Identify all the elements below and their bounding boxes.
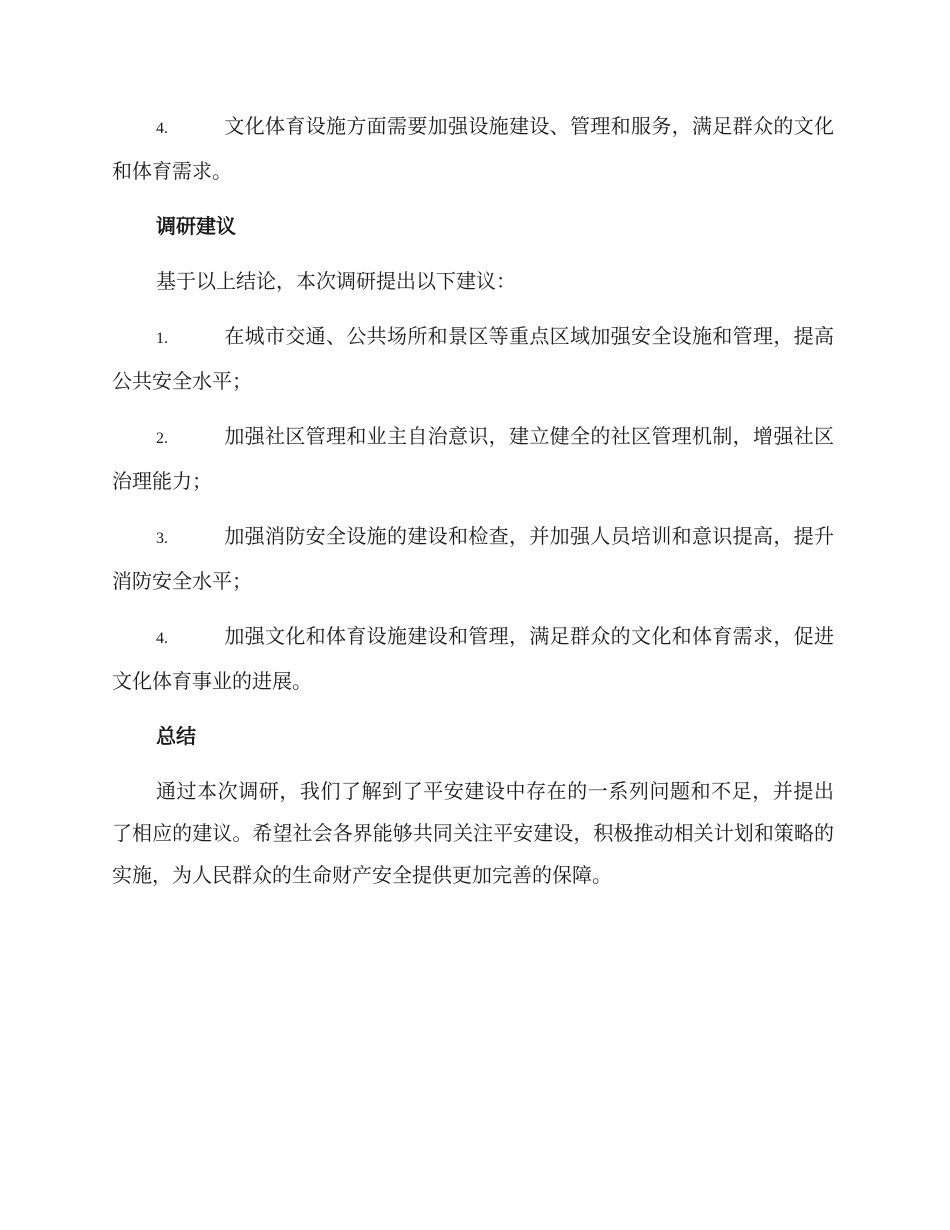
list-number: 2. <box>156 430 168 447</box>
list-number: 3. <box>156 530 168 547</box>
suggestion-item-3 <box>112 515 834 602</box>
list-text: 在城市交通、公共场所和景区等重点区域加强安全设施和管理，提高公共安全水平； <box>112 324 834 393</box>
suggestions-intro: 基于以上结论，本次调研提出以下建议： <box>156 269 516 293</box>
summary-paragraph: 通过本次调研，我们了解到了平安建设中存在的一系列问题和不足，并提出了相应的建议。希望社会各界能够共同关注平安建设，积极推动相关计划和策略的实施，为人民群众的生命财产安全提供更加完善的保障。 <box>112 779 834 887</box>
suggestion-item-2 <box>112 415 834 502</box>
list-text: 加强文化和体育设施建设和管理，满足群众的文化和体育需求，促进文化体育事业的进展。 <box>112 624 834 693</box>
conclusion-item-4 <box>112 105 834 192</box>
document-page <box>112 105 834 909</box>
list-number: 4. <box>156 120 168 137</box>
list-number: 1. <box>156 330 168 347</box>
suggestion-item-4 <box>112 615 834 702</box>
suggestion-item-1 <box>112 315 834 402</box>
section-heading-suggestions: 调研建议 <box>156 214 236 238</box>
list-text: 文化体育设施方面需要加强设施建设、管理和服务，满足群众的文化和体育需求。 <box>112 114 834 183</box>
list-text: 加强社区管理和业主自治意识，建立健全的社区管理机制，增强社区治理能力； <box>112 424 834 493</box>
list-text: 加强消防安全设施的建设和检查，并加强人员培训和意识提高，提升消防安全水平； <box>112 524 834 593</box>
section-heading-summary: 总结 <box>156 724 196 748</box>
list-number: 4. <box>156 630 168 647</box>
